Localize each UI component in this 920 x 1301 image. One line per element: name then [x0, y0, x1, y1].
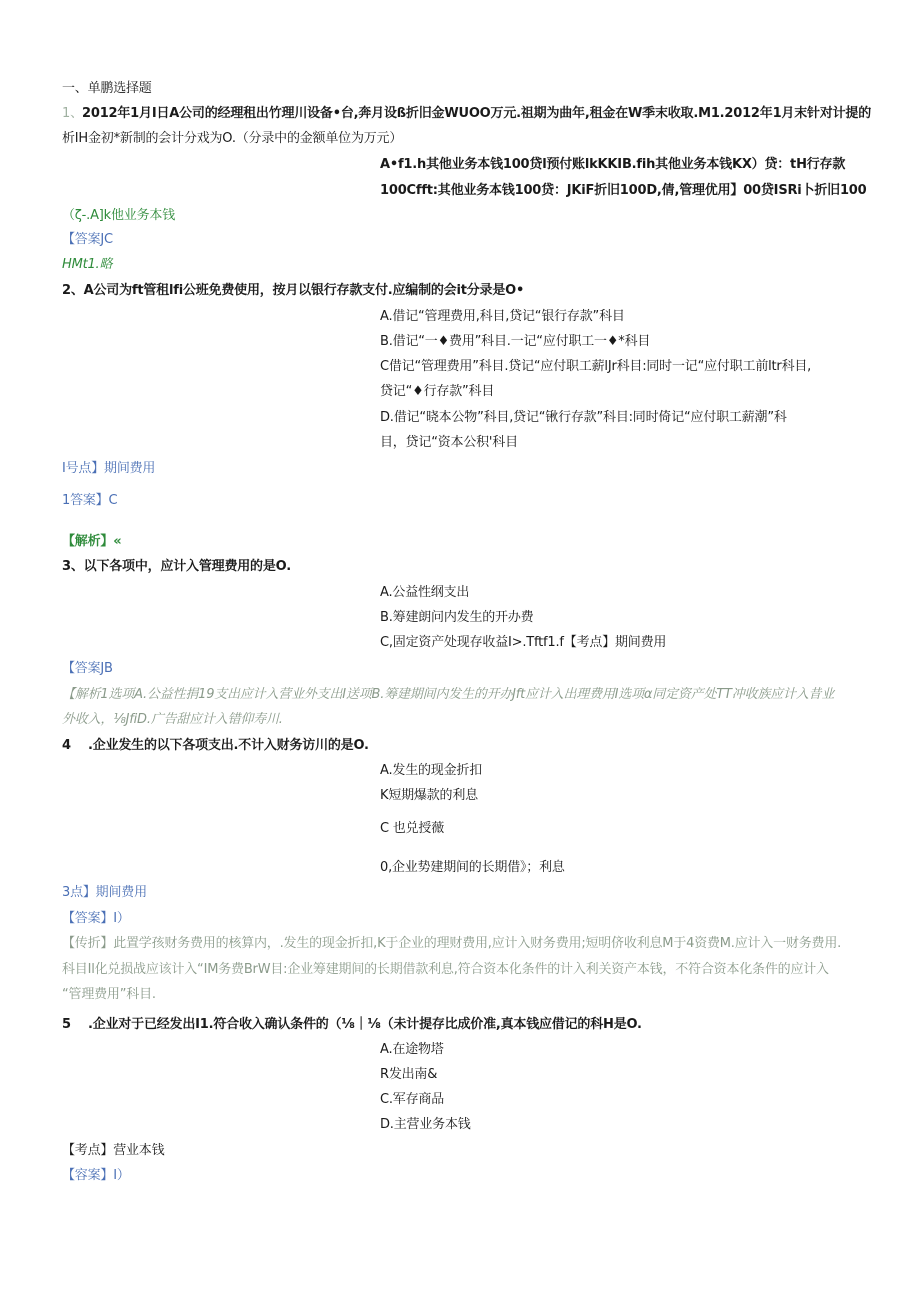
- q1-answer: 【答案JC: [62, 232, 113, 247]
- q4-stem: .企业发生的以下各项支出.不计入财务访川的是O.: [88, 738, 369, 753]
- q4-option-b: K短期爆款的利息: [380, 788, 478, 803]
- q5-stem: .企业对于已经发出I1.符合收入确认条件的（⅛｜⅛（未计提存比成价准,真本钱应借记的科H是O.: [88, 1017, 642, 1032]
- q4-option-a: A.发生的现金折扣: [380, 763, 482, 778]
- q3-stem: 3、以下各项中，应计入管理费用的是O.: [62, 559, 291, 574]
- q2-option-a: A.借记“管理费用,科目,贷记“银行存款”科目: [380, 309, 625, 324]
- q5-answer: 【容案】I）: [62, 1168, 130, 1183]
- q1-analysis: HMt1.略: [62, 257, 113, 272]
- q4-option-d: 0,企业势建期间的长期借》；利息: [380, 860, 565, 875]
- q2-analysis: 【解析】«: [62, 534, 122, 549]
- q1-stem-line1: 2012年1月I日A公司的经理租出竹理川设备•台,奔月设ß折旧金WUOO万元.祖期为曲年,租金在W季末收取.M1.2012年1月末针对计提的: [82, 106, 872, 121]
- q3-option-b: B.筹建朗问内发生的开办费: [380, 610, 534, 625]
- q4-option-c: C 也兑授薇: [380, 821, 445, 836]
- q5-point: 【考点】营业本钱: [62, 1143, 165, 1158]
- q1-option-b: 100Cfft:其他业务本钱100贷：JKiF折旧100D,倩,管理优用】00贷ISRi卜折旧100: [380, 183, 867, 198]
- q1-option-c: （ζ-.A]k他业务本钱: [62, 208, 175, 223]
- q1-option-a: A•f1.h其他业务本钱100贷l预付账lkKKIB.fih其他业务本钱KX）贷：tH行存款: [380, 157, 846, 172]
- q4-answer: 【答案】I）: [62, 911, 130, 926]
- q1-stem-line2: 析IH金初*新制的会计分戏为O.（分录中的金额单位为万元）: [62, 131, 403, 146]
- q2-option-b: B.借记“一♦费用”科目.一记“应付职工一♦*科目: [380, 334, 651, 349]
- q2-stem: 2、A公司为ft管租lfi公班免费使用，按月以银行存款支付.应编制的会it分录是O•: [62, 283, 525, 298]
- q4-point: 3点】期间费用: [62, 885, 147, 900]
- q5-option-d: D.主营业务本钱: [380, 1117, 471, 1132]
- q3-analysis-line2: 外收入，⅛JfiD.广告甜应计入错仰寿川.: [62, 712, 283, 727]
- q3-option-a: A.公益性纲支出: [380, 585, 470, 600]
- q5-option-c: C.军存商品: [380, 1092, 445, 1107]
- q4-number: 4: [62, 738, 71, 753]
- q4-analysis-line2: 科目Il化兑损战应该计入“IM务费BrW目:企业筹建期间的长期借款利息,符合资本化条件的计入利关资产本钱，不符合资本化条件的应计入: [62, 962, 829, 977]
- q2-option-d-line2: 目，贷记“资本公积'科目: [380, 435, 518, 450]
- q4-analysis-line1: 【传折】此置学孩财务费用的核算内，.发生的现金折扣,K于企业的理财费用,应计入财务费用;短明侪收利息M于4资费M.应计入一财务费用.: [62, 936, 842, 951]
- q3-answer: 【答案JB: [62, 661, 113, 676]
- q3-option-c: C,固定资产处现存收益I>.Tftf1.f【考点】期间费用: [380, 635, 667, 650]
- q5-option-a: A.在途物塔: [380, 1042, 444, 1057]
- q2-option-d-line1: D.借记“晓本公物”科目,贷记“锹行存款”科目:同时倚记“应付职工薪潮”科: [380, 410, 787, 425]
- q2-option-c-line2: 贷记“♦行存款”科目: [380, 384, 495, 399]
- q4-analysis-line3: “管理费用”科目.: [62, 987, 156, 1002]
- q1-number: 1、: [62, 106, 83, 121]
- q2-answer: 1答案】C: [62, 493, 118, 508]
- q2-point: I号点】期间费用: [62, 461, 156, 476]
- section-title: 一、单鹏选择题: [62, 81, 152, 96]
- q5-option-b: R发出南&: [380, 1067, 438, 1082]
- q3-analysis-line1: 【解析1选项A.公益性捐19支出应计入营业外支出I送项B.筹建期间内发生的开办Jft应计入出理费用I选项α同定资产处TT冲收族应计入昔业: [62, 687, 835, 702]
- q2-option-c-line1: C借记“管理费用”科目.贷记“应付职工薪lJr科目:同时一记“应付职工前ltr科目,: [380, 359, 812, 374]
- q5-number: 5: [62, 1017, 71, 1032]
